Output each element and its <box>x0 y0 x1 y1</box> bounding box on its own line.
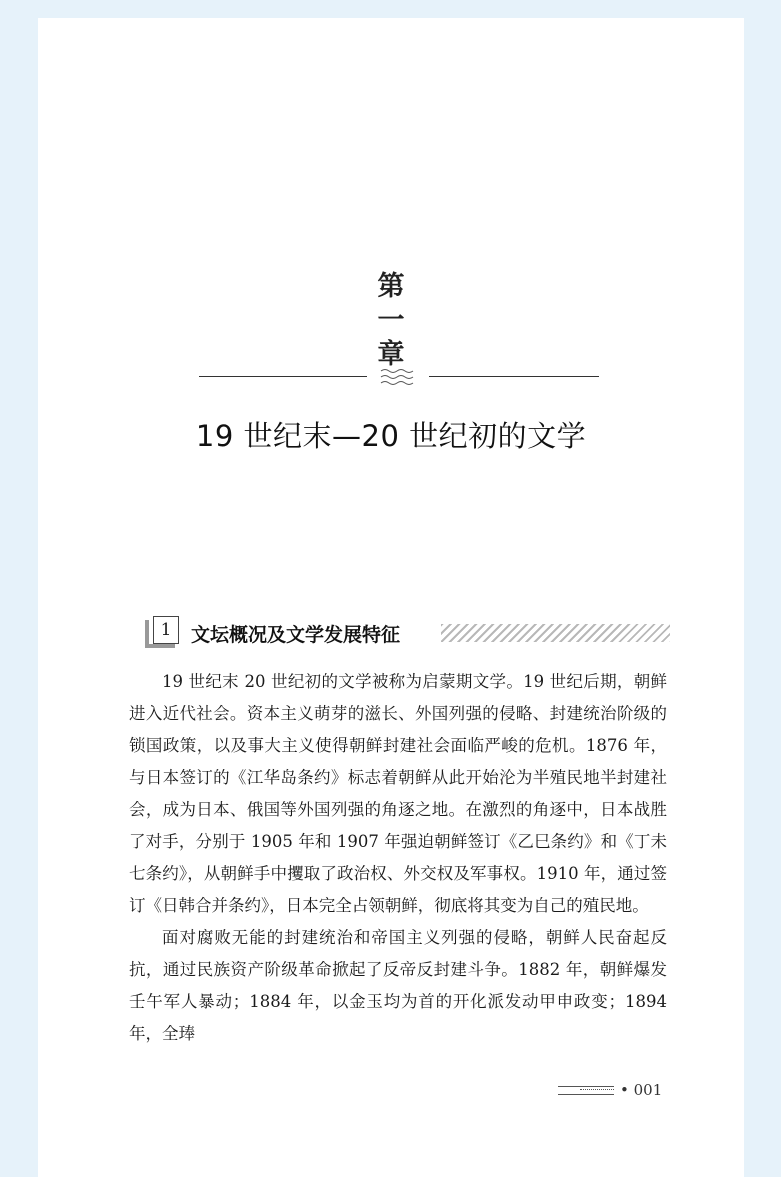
chapter-label-char: 第 <box>377 271 405 302</box>
hatch-decoration <box>441 624 670 642</box>
book-page <box>38 18 744 1177</box>
section-number-box <box>145 620 175 648</box>
paragraph: 19 世纪末 20 世纪初的文学被称为启蒙期文学。19 世纪后期，朝鲜进入近代社会。资本主义萌芽的滋长、外国列强的侵略、封建统治阶级的锁国政策，以及事大主义使得朝鲜封建社会面临严峻的危机。1876 年，与日本签订的《江华岛条约》标志着朝鲜从此开始沦为半殖民地半封建社会，成为日本、俄国等外国列强的角逐之地。在激烈的角逐中，日本战胜了对手，分别于 1905 年和 1907 年强迫朝鲜签订《乙巳条约》和《丁未七条约》，从朝鲜手中攫取了政治权、外交权及军事权。1910 年，通过签订《日韩合并条约》，日本完全占领朝鲜，彻底将其变为自己的殖民地。 <box>129 672 667 915</box>
wave-ornament-icon <box>379 368 419 386</box>
divider-line-right <box>429 376 599 377</box>
page-footer <box>558 1081 678 1099</box>
paragraph: 面对腐败无能的封建统治和帝国主义列强的侵略，朝鲜人民奋起反抗，通过民族资产阶级革命掀起了反帝反封建斗争。1882 年，朝鲜爆发壬午军人暴动；1884 年，以金玉均为首的开化派发动甲申政变；1894 年，全琫 <box>129 928 667 1043</box>
section-number: 1 <box>153 616 179 644</box>
divider-line-left <box>199 376 367 377</box>
section-title: 文坛概况及文学发展特征 <box>191 624 401 646</box>
chapter-title: 19 世纪末—20 世纪初的文学 <box>195 419 587 453</box>
page-number: • 001 <box>620 1081 663 1099</box>
body-text <box>129 666 667 1050</box>
chapter-divider <box>199 368 599 388</box>
footer-ornament-icon <box>558 1086 614 1095</box>
chapter-label <box>38 270 744 372</box>
chapter-label-char: 章 <box>377 339 405 370</box>
section-heading <box>145 618 670 652</box>
chapter-label-char: 一 <box>377 305 405 336</box>
